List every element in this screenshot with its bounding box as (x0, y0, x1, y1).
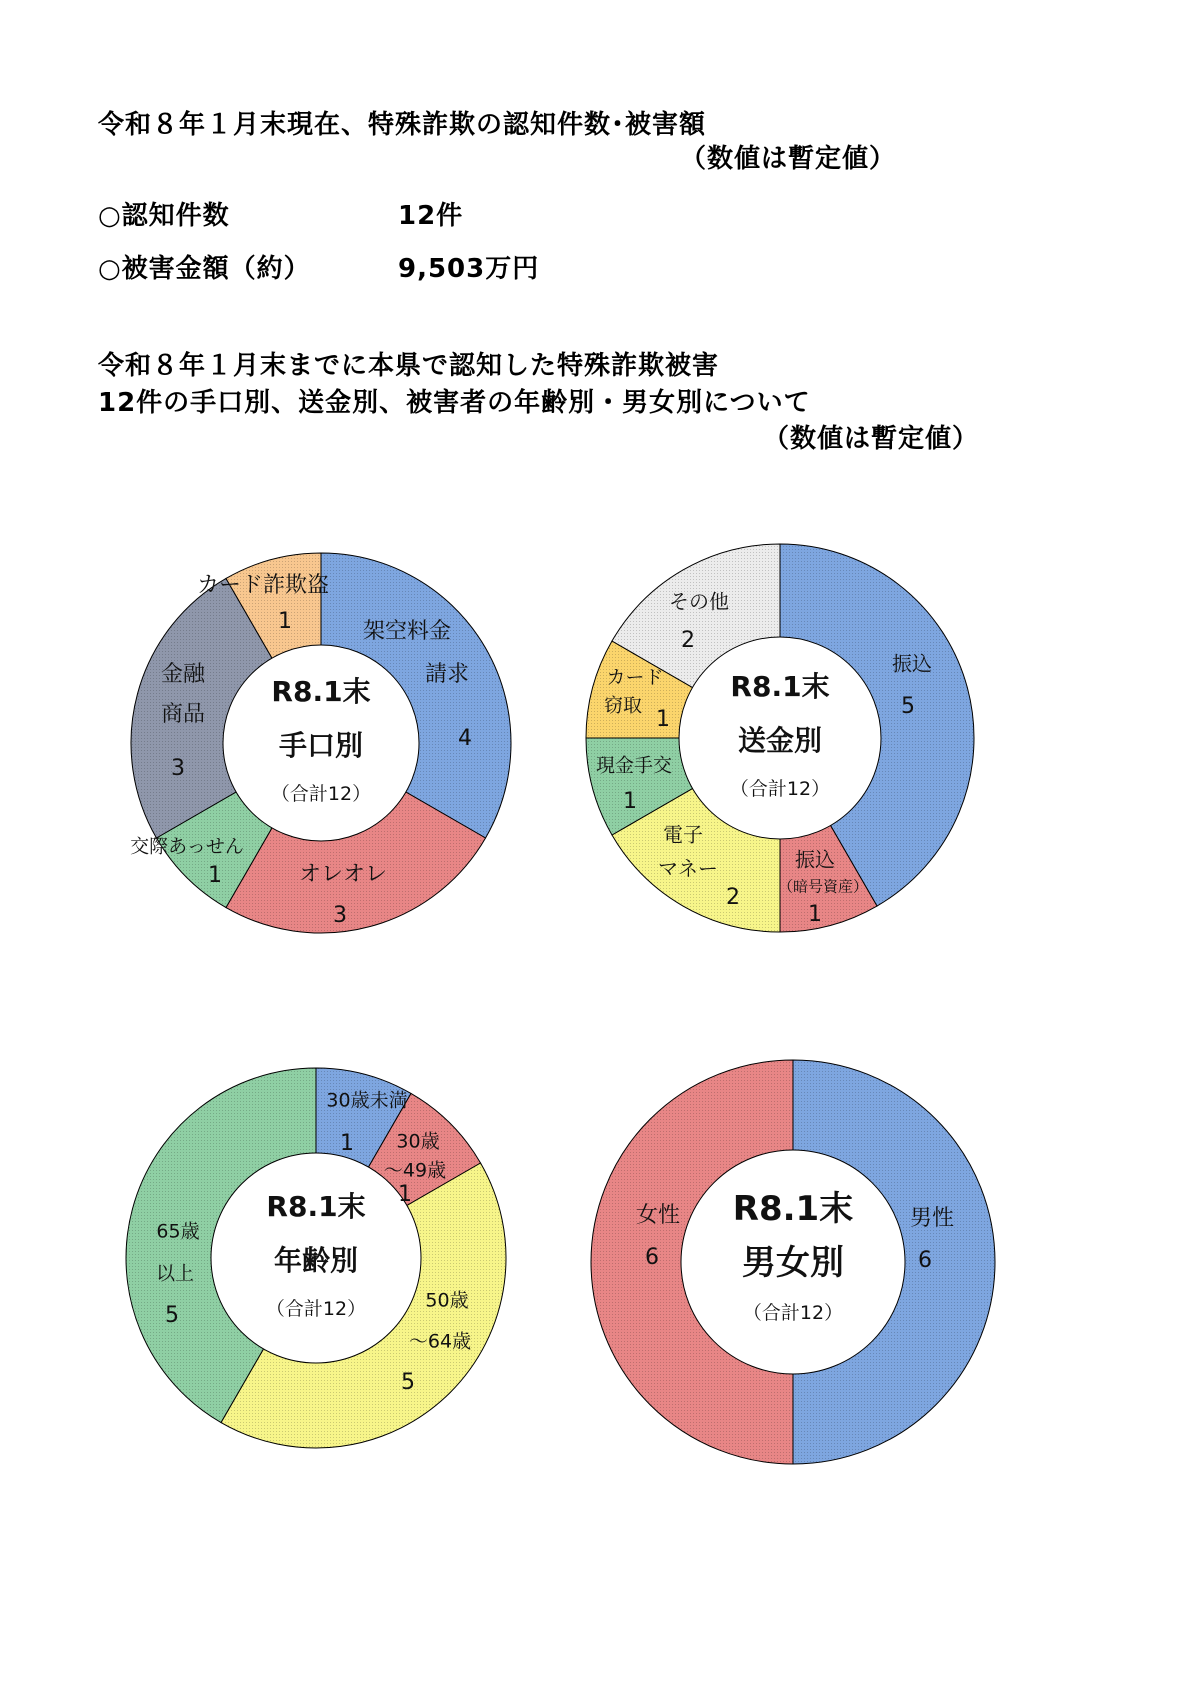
slice-label: 振込 (892, 651, 932, 676)
slice-label: ～49歳 (383, 1159, 447, 1182)
summary-title: 令和８年１月末現在、特殊詐欺の認知件数･被害額 (98, 110, 707, 140)
center-label: 男女別 (742, 1243, 844, 1283)
center-label: R8.1末 (266, 1190, 366, 1223)
damage-value: 9,503万円 (398, 254, 540, 284)
breakdown-title-line2: 12件の手口別、送金別、被害者の年齢別・男女別について (98, 388, 811, 418)
center-label: R8.1末 (271, 675, 371, 708)
center-label: R8.1末 (732, 1189, 854, 1229)
slice-label: 電子 (663, 822, 703, 847)
slice-label: 1 (623, 789, 637, 814)
slice-label: 2 (726, 885, 740, 910)
slice-label: 請求 (424, 662, 470, 687)
provisional-note-2: （数値は暫定値） (763, 424, 980, 454)
slice-label: 30歳未満 (326, 1089, 408, 1112)
slice-label: 1 (208, 863, 222, 888)
slice-label: 男性 (909, 1206, 955, 1231)
slice-label: カード (606, 666, 664, 689)
slice-label: 6 (918, 1248, 932, 1273)
center-label: 年齢別 (273, 1244, 359, 1277)
slice-label: 65歳 (156, 1220, 200, 1243)
slice-label: 5 (401, 1370, 415, 1395)
slice-label: 6 (645, 1245, 659, 1270)
slice-label: 女性 (635, 1203, 681, 1228)
center-label: 送金別 (737, 724, 823, 757)
slice-label: 3 (171, 756, 185, 781)
center-label: R8.1末 (730, 670, 830, 703)
breakdown-title-line1: 令和８年１月末までに本県で認知した特殊詐欺被害 (98, 351, 720, 381)
slice-label: ～64歳 (408, 1330, 472, 1353)
slice-label: 金融 (160, 662, 206, 687)
provisional-note-1: （数値は暫定値） (680, 144, 897, 174)
slice-label: 1 (656, 707, 670, 732)
slice-label: マネー (658, 856, 718, 881)
damage-label: ○被害金額（約） (98, 254, 311, 284)
slice-label: 3 (333, 903, 347, 928)
count-label: ○認知件数 (98, 201, 230, 231)
slice-label: 現金手交 (595, 754, 673, 777)
slice-label: 30歳 (396, 1130, 440, 1153)
center-label: （合計12） (729, 778, 831, 800)
slice-label: 窃取 (603, 694, 643, 717)
slice-label: 1 (278, 609, 292, 634)
slice-label: 5 (165, 1303, 179, 1328)
slice-label: 商品 (160, 702, 206, 727)
center-label: （合計12） (742, 1302, 844, 1324)
slice-label: 4 (458, 726, 472, 751)
slice-label: 架空料金 (362, 619, 452, 644)
slice-label: その他 (669, 589, 729, 614)
slice-label: 2 (681, 628, 695, 653)
center-label: （合計12） (270, 783, 372, 805)
slice-label: （暗号資産） (777, 877, 869, 896)
slice-label: 1 (808, 902, 822, 927)
slice-label: カード詐欺盗 (196, 573, 330, 598)
slice-label: 1 (340, 1131, 354, 1156)
count-value: 12件 (398, 201, 464, 231)
slice-label: 以上 (155, 1262, 195, 1285)
slice-label: 5 (901, 694, 915, 719)
center-label: （合計12） (265, 1298, 367, 1320)
center-label: 手口別 (278, 729, 364, 762)
slice-label: 交際あっせん (130, 835, 244, 858)
slice-label: 振込 (795, 847, 835, 872)
slice-label: オレオレ (298, 862, 388, 887)
slice-label: 1 (398, 1182, 412, 1207)
slice-label: 50歳 (425, 1289, 469, 1312)
